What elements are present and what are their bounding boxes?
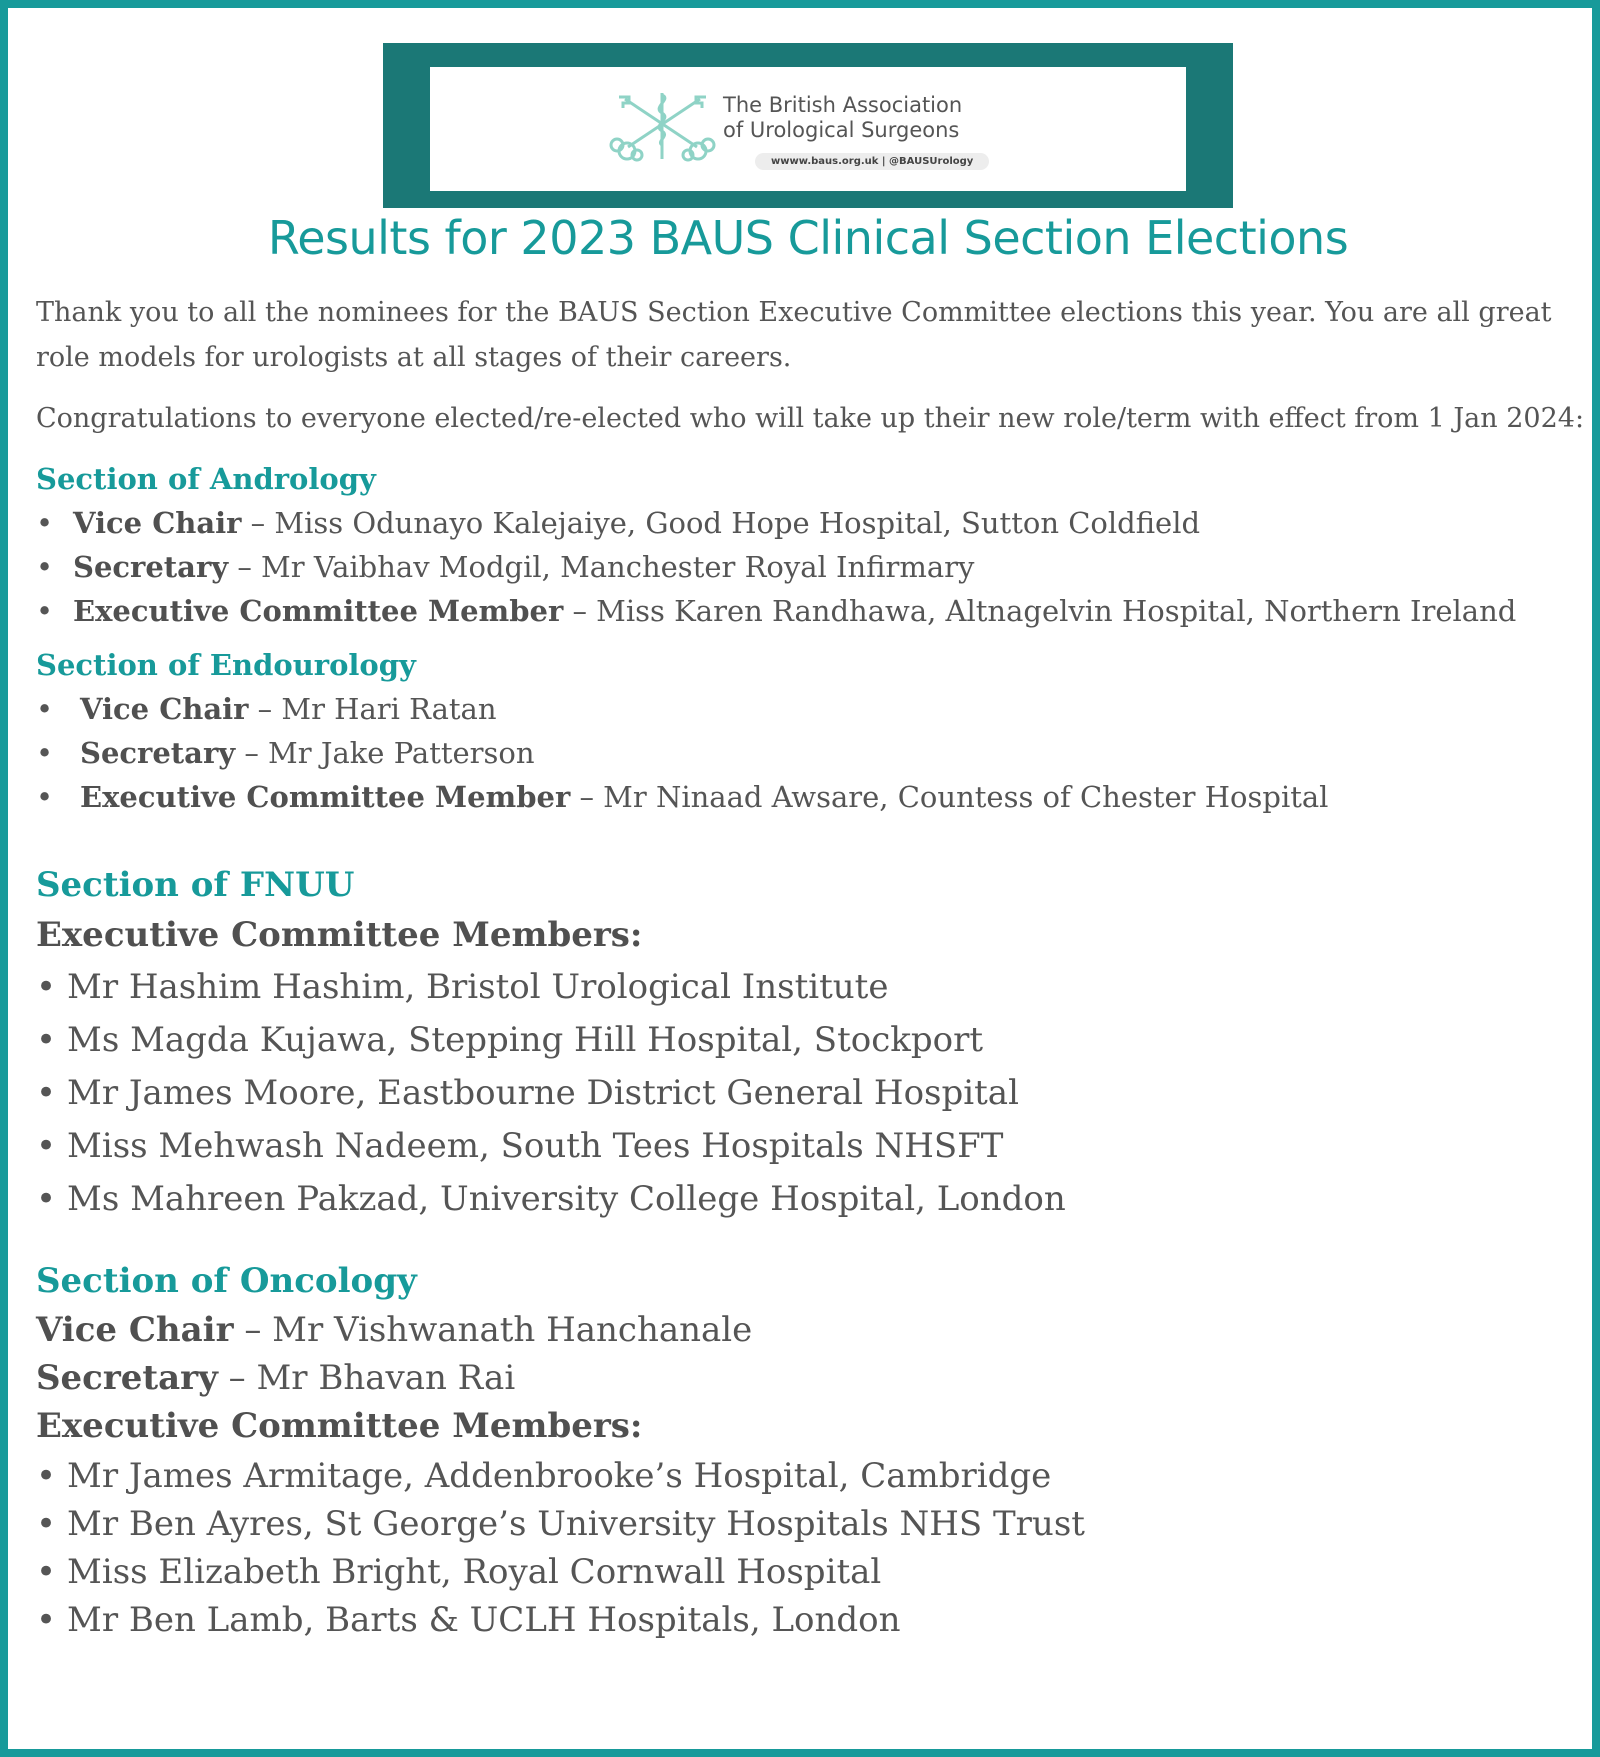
list-item: • Ms Magda Kujawa, Stepping Hill Hospital, Stockport — [36, 1014, 1586, 1067]
logo-banner — [383, 43, 1233, 208]
andrology-heading: Section of Andrology — [36, 462, 376, 496]
list-item: • Secretary – Mr Vaibhav Modgil, Manchester Royal Infirmary — [36, 545, 1586, 589]
oncology-members-heading: Executive Committee Members: — [36, 1406, 643, 1446]
list-item: • Mr Ben Lamb, Barts & UCLH Hospitals, London — [36, 1596, 1586, 1644]
oncology-heading: Section of Oncology — [36, 1261, 417, 1301]
oncology-vice-chair: Vice Chair – Mr Vishwanath Hanchanale — [36, 1310, 753, 1350]
list-item: • Miss Elizabeth Bright, Royal Cornwall Hospital — [36, 1548, 1586, 1596]
main-content — [36, 290, 1586, 1644]
page-title: Results for 2023 BAUS Clinical Section Elections — [267, 211, 1349, 265]
fnuu-members-list — [36, 961, 1586, 1226]
oncology-secretary: Secretary – Mr Bhavan Rai — [36, 1358, 516, 1398]
list-item: • Mr James Armitage, Addenbrooke’s Hospital, Cambridge — [36, 1452, 1586, 1500]
fnuu-members-heading: Executive Committee Members: — [36, 915, 643, 955]
list-item: • Mr James Moore, Eastbourne District General Hospital — [36, 1067, 1586, 1120]
list-item: • Executive Committee Member – Mr Ninaad Awsare, Countess of Chester Hospital — [36, 775, 1586, 819]
intro-paragraph: Thank you to all the nominees for the BAUS Section Executive Committee elections this year. You are all great role models for urologists at all stages of their careers. — [36, 297, 1552, 373]
oncology-members-list — [36, 1452, 1586, 1644]
logo-card — [430, 67, 1186, 191]
list-item: • Miss Mehwash Nadeem, South Tees Hospitals NHSFT — [36, 1120, 1586, 1173]
congratulations-paragraph: Congratulations to everyone elected/re-elected who will take up their new role/term with effect from 1 Jan 2024: — [36, 403, 1585, 434]
endourology-heading: Section of Endourology — [36, 648, 416, 682]
list-item: • Ms Mahreen Pakzad, University College Hospital, London — [36, 1173, 1586, 1226]
list-item: • Vice Chair – Mr Hari Ratan — [36, 687, 1586, 731]
logo-wordmark: The British Association of Urological Surgeons — [723, 93, 963, 142]
list-item: • Mr Ben Ayres, St George’s University Hospitals NHS Trust — [36, 1500, 1586, 1548]
andrology-list — [36, 501, 1586, 633]
list-item: • Executive Committee Member – Miss Karen Randhawa, Altnagelvin Hospital, Northern Ireland — [36, 589, 1586, 633]
list-item: • Vice Chair – Miss Odunayo Kalejaiye, Good Hope Hospital, Sutton Coldfield — [36, 501, 1586, 545]
endourology-list — [36, 687, 1586, 819]
logo-web-address: wwww.baus.org.uk | @BAUSUrology — [755, 153, 989, 170]
list-item: • Mr Hashim Hashim, Bristol Urological Institute — [36, 961, 1586, 1014]
fnuu-heading: Section of FNUU — [36, 865, 355, 905]
crossed-keys-emblem-icon — [605, 89, 720, 164]
list-item: • Secretary – Mr Jake Patterson — [36, 731, 1586, 775]
